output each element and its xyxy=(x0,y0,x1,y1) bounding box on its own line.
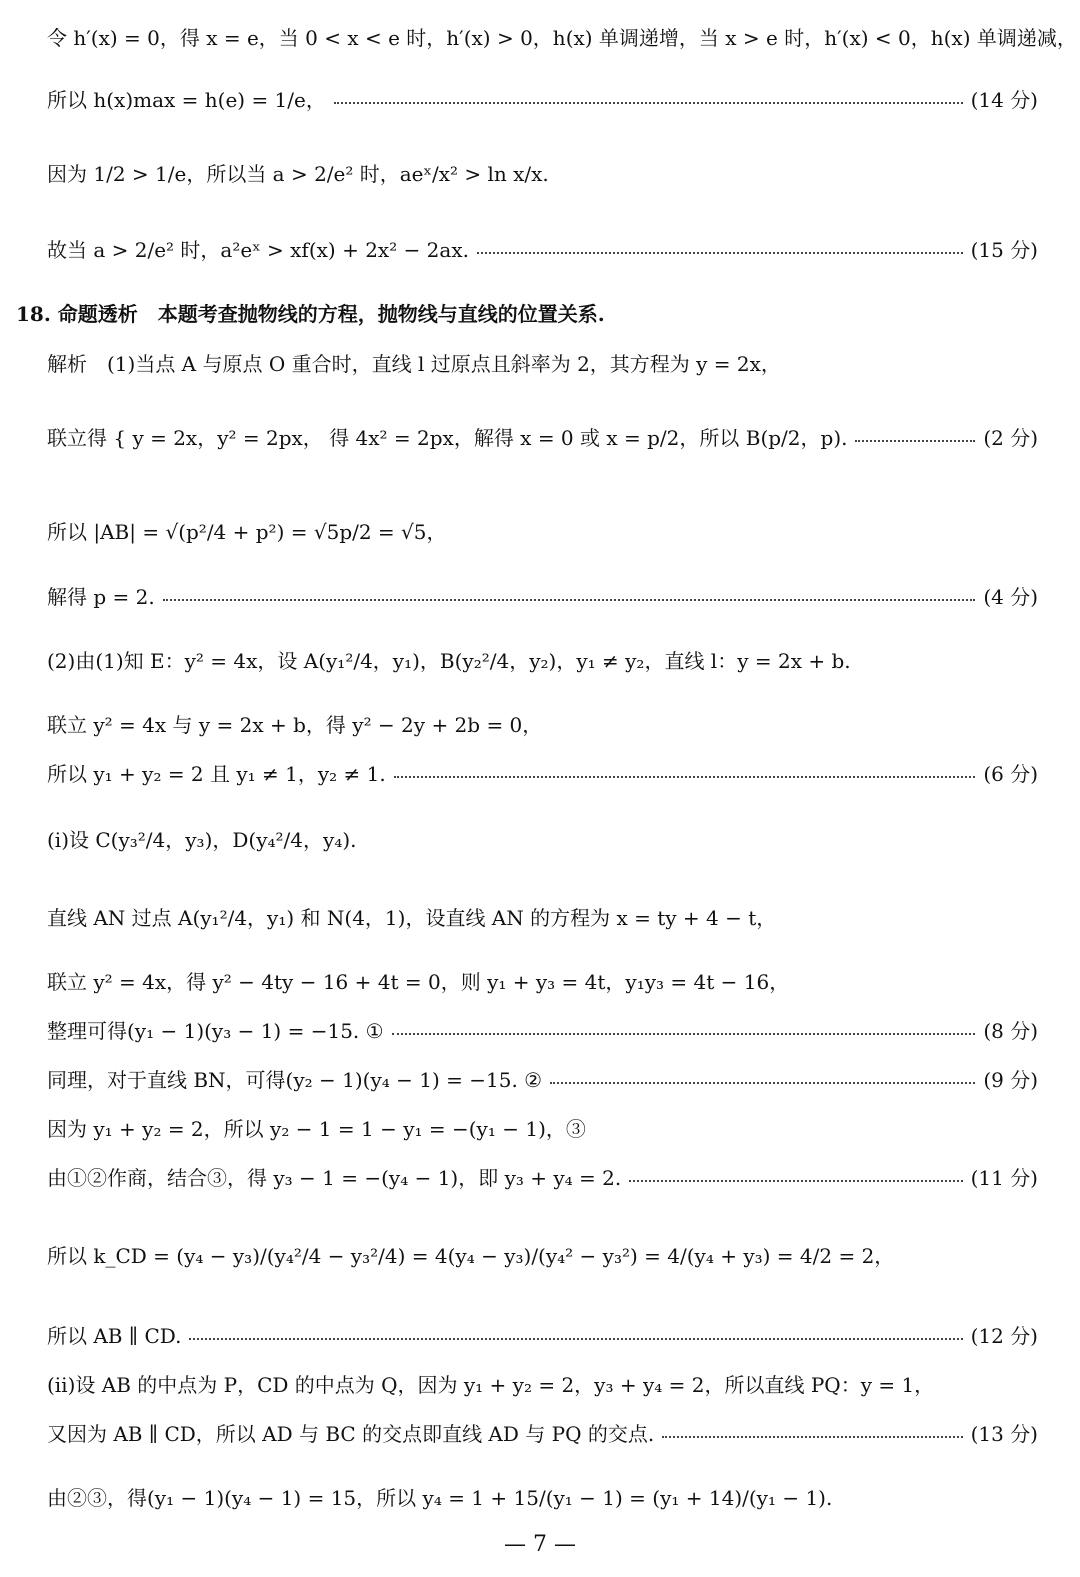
solution-line xyxy=(47,22,1077,51)
line-text: 联立得 { y = 2x，y² = 2px， 得 4x² = 2px，解得 x = 0 或 x = p/2，所以 B(p/2，p). xyxy=(47,426,848,450)
score-label: (12 分) xyxy=(970,1324,1038,1348)
line-text: 联立 y² = 4x 与 y = 2x + b，得 y² − 2y + 2b = 0， xyxy=(47,713,543,737)
line-text: 直线 AN 过点 A(y₁²/4，y₁) 和 N(4，1)，设直线 AN 的方程为 x = ty + 4 − t， xyxy=(47,906,777,930)
solution-line xyxy=(47,422,1038,451)
solution-line xyxy=(47,516,1038,545)
solution-line xyxy=(47,645,1038,674)
line-text: 联立 y² = 4x，得 y² − 4ty − 16 + 4t = 0，则 y₁ + y₃ = 4t，y₁y₃ = 4t − 16， xyxy=(47,970,790,994)
line-text: (2)由(1)知 E：y² = 4x，设 A(y₁²/4，y₁)，B(y₂²/4，y₂)，y₁ ≠ y₂，直线 l：y = 2x + b. xyxy=(47,649,851,673)
solution-line xyxy=(47,1418,1038,1447)
line-text: 因为 y₁ + y₂ = 2，所以 y₂ − 1 = 1 − y₁ = −(y₁ − 1)，③ xyxy=(47,1117,586,1141)
solution-line xyxy=(47,84,1038,113)
solution-line xyxy=(47,1162,1038,1191)
score-label: (6 分) xyxy=(983,762,1038,786)
line-text: 令 h′(x) = 0，得 x = e，当 0 < x < e 时，h′(x) > 0，h(x) 单调递增，当 x > e 时，h′(x) < 0，h(x) 单调递减， xyxy=(47,26,1077,50)
dotted-leader xyxy=(629,1180,962,1182)
score-label: (14 分) xyxy=(970,88,1038,112)
dotted-leader xyxy=(334,102,963,104)
solution-line xyxy=(47,966,1038,995)
score-label: (9 分) xyxy=(983,1068,1038,1092)
solution-line xyxy=(47,234,1038,263)
line-text: 所以 AB ∥ CD. xyxy=(47,1324,182,1348)
line-text: 解析 (1)当点 A 与原点 O 重合时，直线 l 过原点且斜率为 2，其方程为 y = 2x， xyxy=(47,352,781,376)
solution-line xyxy=(47,1015,1038,1044)
solution-line xyxy=(47,758,1038,787)
dotted-leader xyxy=(662,1436,962,1438)
line-text: (ⅱ)设 AB 的中点为 P，CD 的中点为 Q，因为 y₁ + y₂ = 2，y₃ + y₄ = 2，所以直线 PQ：y = 1， xyxy=(47,1373,935,1397)
line-text: (ⅰ)设 C(y₃²/4，y₃)，D(y₄²/4，y₄). xyxy=(47,828,357,852)
line-text: 所以 h(x)max = h(e) = 1/e， xyxy=(47,88,326,112)
line-text: 同理，对于直线 BN，可得(y₂ − 1)(y₄ − 1) = −15. ② xyxy=(47,1068,543,1092)
solution-line xyxy=(47,348,1038,377)
line-text: 故当 a > 2/e² 时，a²eˣ > xf(x) + 2x² − 2ax. xyxy=(47,238,469,262)
solution-line xyxy=(47,158,1038,187)
problem-heading xyxy=(16,298,1038,327)
dotted-leader xyxy=(477,252,963,254)
solution-line xyxy=(47,581,1038,610)
score-label: (8 分) xyxy=(983,1019,1038,1043)
line-text: 整理可得(y₁ − 1)(y₃ − 1) = −15. ① xyxy=(47,1019,384,1043)
score-label: (4 分) xyxy=(983,585,1038,609)
line-text: 所以 |AB| = √(p²/4 + p²) = √5p/2 = √5， xyxy=(47,520,447,544)
dotted-leader xyxy=(392,1033,976,1035)
dotted-leader xyxy=(855,440,975,442)
line-text: 18. 命题透析 本题考查抛物线的方程，抛物线与直线的位置关系. xyxy=(16,302,605,326)
line-text: 由①②作商，结合③，得 y₃ − 1 = −(y₄ − 1)，即 y₃ + y₄ = 2. xyxy=(47,1166,622,1190)
score-label: (13 分) xyxy=(970,1422,1038,1446)
dotted-leader xyxy=(163,599,976,601)
score-label: (2 分) xyxy=(983,426,1038,450)
solution-line xyxy=(47,902,1038,931)
solution-line xyxy=(47,1113,1038,1142)
line-text: 解得 p = 2. xyxy=(47,585,155,609)
line-text: 所以 k_CD = (y₄ − y₃)/(y₄²/4 − y₃²/4) = 4(y₄ − y₃)/(y₄² − y₃²) = 4/(y₄ + y₃) = 4/2 = 2， xyxy=(47,1244,895,1268)
solution-line xyxy=(47,1064,1038,1093)
dotted-leader xyxy=(394,776,976,778)
solution-line xyxy=(47,1320,1038,1349)
solution-line xyxy=(47,1482,1038,1511)
solution-line xyxy=(47,824,1038,853)
line-text: 因为 1/2 > 1/e，所以当 a > 2/e² 时，aeˣ/x² > ln x/x. xyxy=(47,162,549,186)
solution-line xyxy=(47,1369,1038,1398)
solution-line xyxy=(47,709,1038,738)
line-text: 所以 y₁ + y₂ = 2 且 y₁ ≠ 1，y₂ ≠ 1. xyxy=(47,762,386,786)
dotted-leader xyxy=(550,1082,975,1084)
score-label: (15 分) xyxy=(970,238,1038,262)
page-number: — 7 — xyxy=(504,1532,576,1557)
solution-line xyxy=(47,1240,1038,1269)
line-text: 又因为 AB ∥ CD，所以 AD 与 BC 的交点即直线 AD 与 PQ 的交点. xyxy=(47,1422,655,1446)
dotted-leader xyxy=(189,1338,962,1340)
line-text: 由②③，得(y₁ − 1)(y₄ − 1) = 15，所以 y₄ = 1 + 15/(y₁ − 1) = (y₁ + 14)/(y₁ − 1). xyxy=(47,1486,833,1510)
score-label: (11 分) xyxy=(970,1166,1038,1190)
